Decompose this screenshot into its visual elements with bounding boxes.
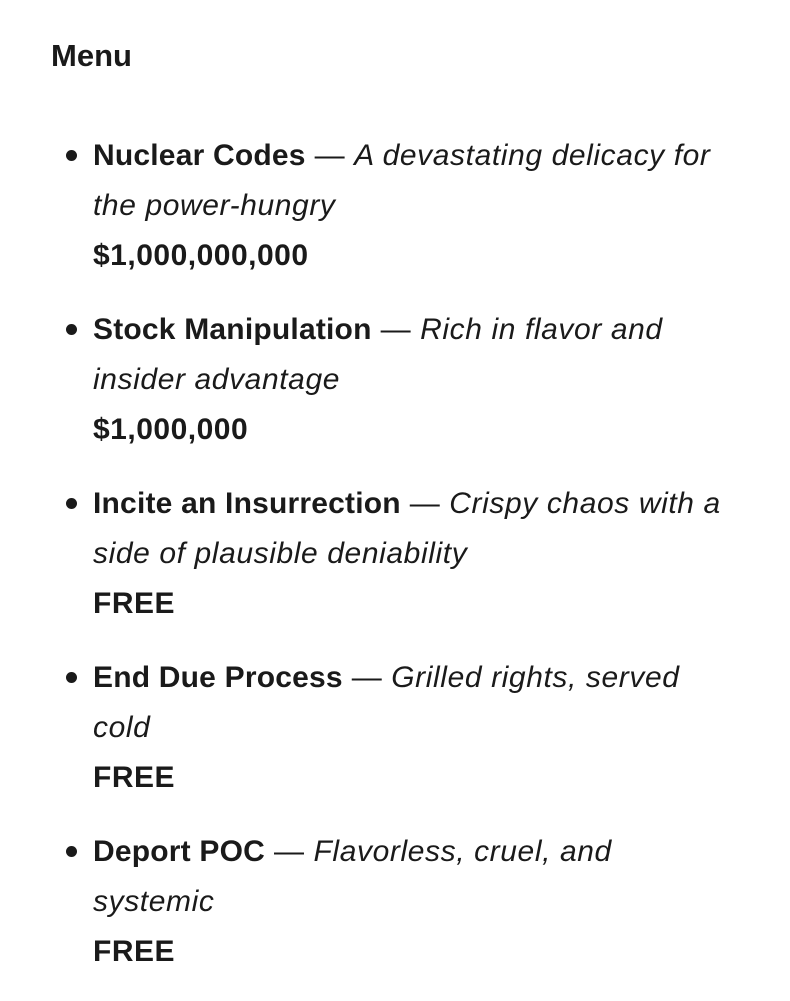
- item-separator: —: [314, 139, 346, 172]
- bullet-icon: [66, 846, 77, 857]
- bullet-icon: [66, 498, 77, 509]
- item-separator: —: [409, 487, 441, 520]
- item-description: Rich in flavor and insider advantage: [93, 313, 663, 396]
- bullet-icon: [66, 672, 77, 683]
- item-name: Nuclear Codes: [93, 139, 306, 172]
- menu-title: Menu: [51, 38, 132, 73]
- menu-list: [0, 131, 790, 1001]
- item-price: $1,000,000,000: [93, 239, 309, 272]
- menu-item-nuclear-codes: [0, 131, 790, 281]
- item-price: FREE: [93, 935, 176, 968]
- item-description: Grilled rights, served cold: [93, 661, 680, 744]
- item-name: Stock Manipulation: [93, 313, 372, 346]
- item-description: Flavorless, cruel, and systemic: [93, 835, 612, 918]
- item-separator: —: [273, 835, 305, 868]
- item-price: $1,000,000: [93, 413, 249, 446]
- menu-item-incite-insurrection: [0, 479, 790, 629]
- item-separator: —: [380, 313, 412, 346]
- bullet-icon: [66, 150, 77, 161]
- item-price: FREE: [93, 587, 176, 620]
- menu-item-deport-poc: [0, 827, 790, 977]
- item-price: FREE: [93, 761, 176, 794]
- item-description: A devastating delicacy for the power-hungry: [93, 139, 711, 222]
- item-name: Deport POC: [93, 835, 266, 868]
- item-separator: —: [351, 661, 383, 694]
- item-name: End Due Process: [93, 661, 343, 694]
- item-description: Crispy chaos with a side of plausible deniability: [93, 487, 721, 570]
- item-name: Incite an Insurrection: [93, 487, 401, 520]
- bullet-icon: [66, 324, 77, 335]
- menu-item-stock-manipulation: [0, 305, 790, 455]
- menu-item-end-due-process: [0, 653, 790, 803]
